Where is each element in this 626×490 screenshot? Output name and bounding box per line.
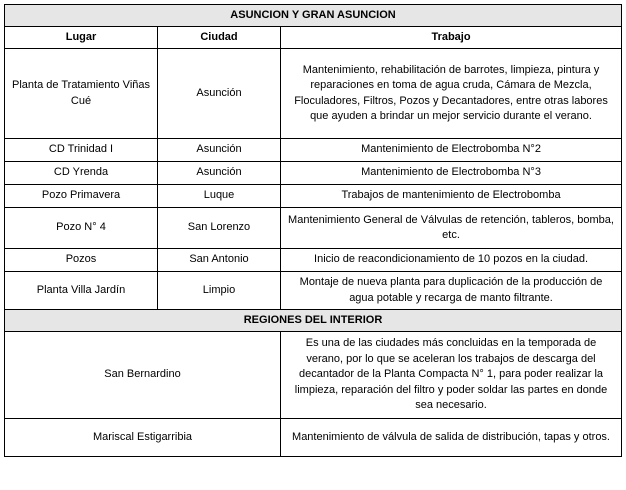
cell-ciudad: San Lorenzo xyxy=(158,208,281,249)
cell-trabajo: Mantenimiento de Electrobomba N°2 xyxy=(281,139,622,162)
cell-trabajo: Es una de las ciudades más concluidas en la temporada de verano, por lo que se aceleran los trabajos de descarga del decantador de la Planta Compacta N° 1, para poder realizar la limpieza, reparación del filtro y poder soldar las partes en donde sea necesario. xyxy=(281,332,622,419)
section-row-interior xyxy=(5,310,622,332)
works-table xyxy=(4,4,622,457)
cell-ciudad: Luque xyxy=(158,185,281,208)
cell-lugar: Planta Villa Jardín xyxy=(5,272,158,310)
cell-ciudad: San Antonio xyxy=(158,249,281,272)
works-table-container xyxy=(4,4,622,457)
cell-lugar: CD Trinidad I xyxy=(5,139,158,162)
section-row-asuncion xyxy=(5,5,622,27)
cell-trabajo: Mantenimiento General de Válvulas de retención, tableros, bomba, etc. xyxy=(281,208,622,249)
header-row xyxy=(5,27,622,49)
cell-trabajo: Trabajos de mantenimiento de Electrobomba xyxy=(281,185,622,208)
table-row xyxy=(5,162,622,185)
header-trabajo: Trabajo xyxy=(281,27,622,49)
section-title-asuncion: ASUNCION Y GRAN ASUNCION xyxy=(5,5,622,27)
table-row xyxy=(5,185,622,208)
cell-lugar: Planta de Tratamiento Viñas Cué xyxy=(5,49,158,139)
cell-trabajo: Montaje de nueva planta para duplicación de la producción de agua potable y recarga de manto filtrante. xyxy=(281,272,622,310)
cell-lugar: Pozos xyxy=(5,249,158,272)
table-row xyxy=(5,139,622,162)
cell-trabajo: Inicio de reacondicionamiento de 10 pozos en la ciudad. xyxy=(281,249,622,272)
cell-ciudad: Asunción xyxy=(158,49,281,139)
cell-lugar: Pozo N° 4 xyxy=(5,208,158,249)
cell-lugar: CD Yrenda xyxy=(5,162,158,185)
table-row xyxy=(5,208,622,249)
cell-ciudad: Asunción xyxy=(158,139,281,162)
cell-ciudad: Asunción xyxy=(158,162,281,185)
header-ciudad: Ciudad xyxy=(158,27,281,49)
header-lugar: Lugar xyxy=(5,27,158,49)
cell-lugar: Pozo Primavera xyxy=(5,185,158,208)
table-row xyxy=(5,249,622,272)
cell-lugar: Mariscal Estigarribia xyxy=(5,419,281,457)
cell-lugar: San Bernardino xyxy=(5,332,281,419)
table-row xyxy=(5,332,622,419)
cell-ciudad: Limpio xyxy=(158,272,281,310)
cell-trabajo: Mantenimiento, rehabilitación de barrotes, limpieza, pintura y reparaciones en toma de agua cruda, Cámara de Mezcla, Floculadores, Filtros, Pozos y Decantadores, entre otras labores que ayuden a brindar un mejor servicio durante el verano. xyxy=(281,49,622,139)
cell-trabajo: Mantenimiento de Electrobomba N°3 xyxy=(281,162,622,185)
cell-trabajo: Mantenimiento de válvula de salida de distribución, tapas y otros. xyxy=(281,419,622,457)
section-title-interior: REGIONES DEL INTERIOR xyxy=(5,310,622,332)
table-row xyxy=(5,272,622,310)
table-row xyxy=(5,49,622,139)
table-row xyxy=(5,419,622,457)
